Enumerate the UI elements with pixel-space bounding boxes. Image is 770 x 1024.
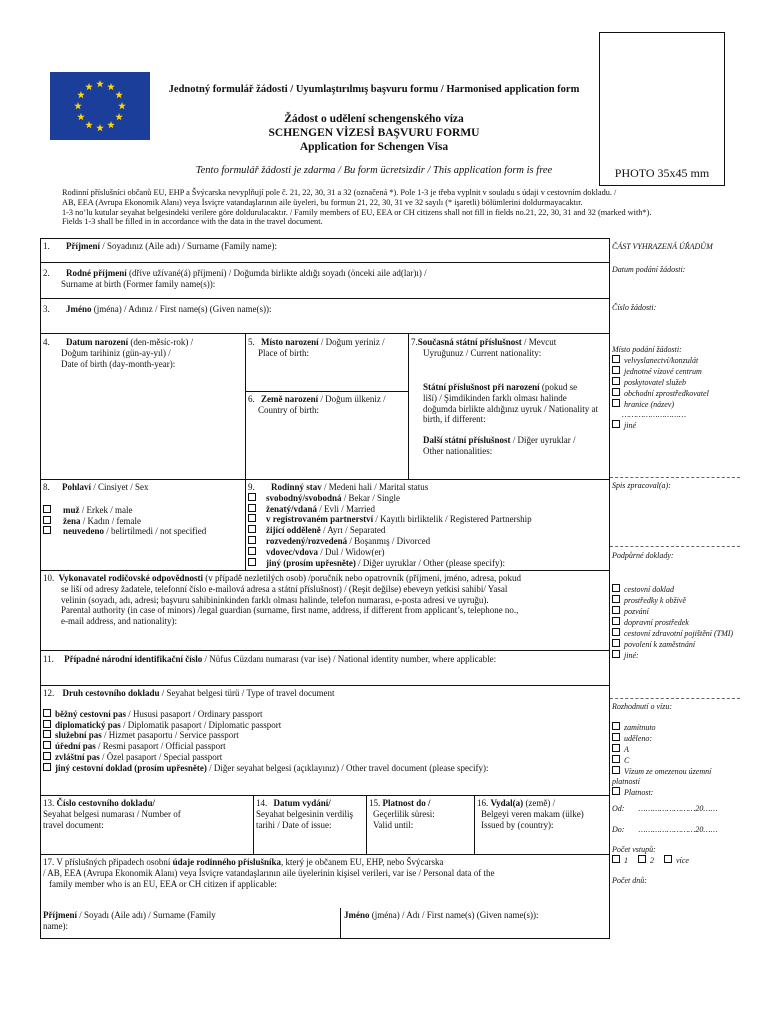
entries-option[interactable] (664, 856, 689, 865)
valid-to-label: Do: (612, 825, 625, 834)
option-bold: vdovec/vdova (266, 546, 319, 557)
sex-option-male[interactable] (43, 505, 243, 516)
sidebar-divider (610, 698, 740, 699)
field-label: name): (43, 920, 68, 931)
checkbox-icon[interactable] (612, 639, 620, 647)
field-number: 16. (477, 798, 489, 808)
field-label: (jména) / Adı / First name(s) (Given name(s)): (369, 910, 539, 920)
field-label: / AB, EEA (Avrupa Ekonomik Alanı) veya İsviçre vatandaşlarının aile üyelerinin kişisel verileri, var ise / Personal data of the (43, 867, 495, 878)
option-label: / Boşanmış / Divorced (347, 535, 431, 546)
option-bold: svobodný/svobodná (266, 492, 342, 503)
field-marital-status (248, 482, 606, 568)
doc-option[interactable] (612, 639, 744, 650)
document-type-option[interactable] (43, 763, 607, 774)
entries-label: Počet vstupů: (612, 845, 656, 854)
intro-note-line: Fields 1-3 shall be filled in in accordance with the data in the travel document. (62, 217, 323, 227)
option-label: obchodní zprostředkovatel (624, 389, 709, 398)
document-type-option[interactable] (43, 709, 607, 720)
intro-note-line: 1-3 no’lu kutular seyahat belgesindeki verilere göre doldurulacaktır. / Family members of EU, EEA or CH citizens shall not fill in fields no.21, 22, 30, 31 and 32 (marked with*). (62, 207, 652, 217)
field-number: 4. (43, 337, 50, 347)
grid-line (40, 938, 610, 939)
photo-box[interactable] (599, 32, 725, 186)
doc-option[interactable] (612, 650, 744, 661)
option-label: velvyslanectví/konzulát (624, 356, 699, 365)
checkbox-icon[interactable] (612, 733, 620, 741)
checkbox-icon[interactable] (43, 505, 51, 513)
decision-option[interactable] (612, 766, 740, 787)
decision-option[interactable] (612, 787, 744, 798)
field-label: birth, if different: (423, 414, 486, 425)
field-label: (dříve užívané(á) příjmení) / Doğumda birlikte aldığı soyadı (önceki aile ad(lar)ı) / (126, 268, 427, 278)
grid-line (340, 908, 341, 938)
checkbox-icon[interactable] (612, 722, 620, 730)
field-label-bold: Číslo cestovního dokladu/ (56, 798, 156, 808)
checkbox-icon[interactable] (612, 855, 620, 863)
field-label: Date of birth (day-month-year): (61, 358, 176, 369)
decision-option[interactable] (612, 733, 744, 744)
field-label-bold: Státní příslušnost při narození (423, 382, 540, 392)
field-label: tarihi / Date of issue: (256, 819, 332, 830)
sidebar-divider (610, 546, 740, 547)
field-label-bold: Vykonavatel rodičovské odpovědnosti (58, 573, 204, 583)
option-bold: ženatý/vdaná (266, 503, 318, 514)
field-sex (43, 482, 243, 537)
visa-decision-section (612, 722, 744, 798)
field-parental-authority[interactable] (43, 573, 607, 627)
valid-to-dots: ……………………20…… (638, 825, 718, 834)
reserved-section-title: ČÁST VYHRAZENÁ ÚŘADŮM (612, 242, 713, 251)
checkbox-icon[interactable] (612, 595, 620, 603)
document-type-option[interactable] (43, 741, 607, 752)
option-label: / Hizmet pasaportu / Service passport (101, 730, 239, 741)
option-bold: v registrovaném partnerství (266, 514, 374, 525)
field-number: 13. (43, 798, 55, 808)
eu-stars-icon (50, 72, 150, 140)
eu-flag-logo (50, 72, 150, 140)
option-bold: žijící odděleně (266, 525, 321, 536)
checkbox-icon[interactable] (43, 730, 51, 738)
checkbox-icon[interactable] (43, 709, 51, 717)
grid-line (40, 238, 41, 938)
field-number: 14. (256, 798, 268, 808)
field-number: 11. (43, 654, 54, 664)
checkbox-icon[interactable] (612, 399, 620, 407)
field-label: Seyahat belgesinin verdiliş (256, 808, 353, 819)
option-label: dopravní prostředek (624, 618, 689, 627)
option-label: hranice (název) (624, 400, 674, 409)
checkbox-icon[interactable] (612, 650, 620, 658)
checkbox-icon[interactable] (612, 388, 620, 396)
option-label: cestovní doklad (624, 585, 674, 594)
free-notice: Tento formulář žádosti je zdarma / Bu form ücretsizdir / This application form is free (195, 165, 553, 176)
field-number: 17. (43, 857, 55, 867)
grid-line (366, 795, 367, 854)
field-label: (pokud se (539, 382, 578, 392)
checkbox-icon[interactable] (43, 720, 51, 728)
field-label-bold: Další státní příslušnost (423, 435, 511, 445)
marital-option[interactable] (248, 558, 606, 569)
option-label: cestovní zdravotní pojištění (TMI) (624, 629, 734, 638)
field-label-bold: Pohlaví (62, 482, 92, 492)
grid-line (40, 262, 610, 263)
marital-option[interactable] (248, 525, 606, 536)
field-label: Doğum tarihiniz (gün-ay-yıl) / (61, 347, 171, 358)
field-family-member-surname[interactable] (43, 910, 337, 932)
option-label: prostředky k obživě (624, 596, 686, 605)
field-label: e-mail address, and nationality): (61, 616, 177, 627)
field-label: liší) / Şimdikinden farklı olması halinde (423, 392, 567, 403)
field-label: / Doğum yeriniz / (318, 337, 385, 347)
decision-option[interactable] (612, 755, 744, 766)
field-label: / Mevcut (521, 337, 557, 347)
checkbox-icon[interactable] (43, 763, 51, 771)
field-label: / Cinsiyet / Sex (91, 482, 149, 492)
title-cz: Žádost o udělení schengenského víza (284, 113, 464, 125)
field-label-bold: Rodné příjmení (66, 268, 127, 278)
option-label: 2 (650, 856, 654, 865)
checkbox-icon[interactable] (248, 547, 256, 555)
field-label: travel document: (43, 819, 104, 830)
field-label: family member who is an EU, EEA or CH citizen if applicable: (49, 878, 277, 889)
checkbox-icon[interactable] (612, 628, 620, 636)
field-number: 2. (43, 268, 50, 278)
field-number: 8. (43, 482, 50, 492)
field-label: Geçerlilik süresi: (373, 808, 435, 819)
checkbox-icon[interactable] (248, 558, 256, 566)
field-label: Parental authority (in case of minors) /legal guardian (surname, first name, address, if different from applicant’s, telephone no., (61, 605, 519, 616)
option-label: C (624, 756, 630, 765)
checkbox-icon[interactable] (43, 741, 51, 749)
field-surname[interactable] (43, 241, 603, 252)
option-label: / Diplomatik pasaport / Diplomatic passport (120, 719, 282, 730)
checkbox-icon[interactable] (248, 525, 256, 533)
checkbox-icon[interactable] (612, 617, 620, 625)
field-label-bold: Druh cestovního dokladu (62, 688, 160, 698)
field-label: / Soyadı (Aile adı) / Surname (Family (77, 910, 216, 920)
entries-section (612, 845, 744, 866)
option-label: / Evli / Married (317, 503, 376, 514)
date-submitted-label: Datum podání žádosti: (612, 265, 686, 274)
field-label: se liší od adresy žadatele, telefonní číslo e-mailová adresa a státní příslušnost) / (Reşit değilse) ebeveyn yetkisi sahibi/ Yasal (61, 583, 508, 594)
option-bold: úřední pas (55, 741, 96, 752)
doc-option[interactable] (612, 617, 744, 628)
option-bold: rozvedený/rozvedená (266, 535, 348, 546)
field-label: / Soyadınız (Aile adı) / Surname (Family name): (100, 241, 277, 251)
option-label: / Hususi pasaport / Ordinary passport (126, 708, 263, 719)
checkbox-icon[interactable] (43, 752, 51, 760)
field-label: Issued by (country): (481, 819, 554, 830)
grid-line (253, 795, 254, 854)
option-label: / Dul / Widow(er) (318, 546, 385, 557)
grid-line (408, 333, 409, 479)
doc-option[interactable] (612, 584, 744, 595)
option-bold: neuvedeno (63, 526, 105, 537)
field-number: 10. (43, 573, 55, 583)
option-label: / Kadın / female (80, 515, 141, 526)
option-bold: běžný cestovní pas (55, 708, 127, 719)
field-label: / Doğum ülkeniz / (318, 394, 386, 404)
field-label: Other nationalities: (423, 445, 493, 456)
marital-option[interactable] (248, 536, 606, 547)
field-first-name[interactable] (43, 304, 603, 315)
option-label: / Ayrı / Separated (320, 525, 386, 536)
checkbox-icon[interactable] (612, 606, 620, 614)
field-document-number[interactable] (43, 798, 249, 830)
marital-option[interactable] (248, 504, 606, 515)
grid-line (40, 854, 610, 855)
field-number: 5. (248, 337, 255, 347)
marital-option[interactable] (248, 493, 606, 504)
place-option[interactable] (612, 399, 744, 410)
checkbox-icon[interactable] (612, 355, 620, 363)
grid-line (245, 479, 246, 570)
option-label: Platnost: (624, 788, 654, 797)
grid-line (609, 238, 610, 938)
field-label-bold: Země narození (261, 394, 319, 404)
grid-line (40, 479, 610, 480)
field-nationality-at-birth[interactable] (423, 382, 609, 425)
doc-option[interactable] (612, 595, 744, 606)
option-bold: jiný cestovní doklad (prosím upřesněte) (55, 762, 207, 773)
intro-note (62, 188, 742, 227)
field-label: / Seyahat belgesi türü / Type of travel document (159, 688, 335, 698)
field-label: (v případě nezletilých osob) /poručník nebo opatrovník (příjmení, jméno, adresa, pokud (203, 573, 521, 583)
field-number: 7. (411, 337, 418, 347)
field-label: Seyahat belgesi numarası / Number of (43, 808, 181, 819)
option-bold: diplomatický pas (55, 719, 121, 730)
checkbox-icon[interactable] (612, 366, 620, 374)
place-submitted-label: Místo podání žádosti: (612, 345, 682, 354)
field-label-bold: Datum vydání/ (273, 798, 331, 808)
checkbox-icon[interactable] (43, 516, 51, 524)
field-label: V příslušných případech osobní (54, 857, 173, 867)
option-label: / Diğer seyahat belgesi (açıklayınız) / Other travel document (please specify): (206, 762, 489, 773)
option-label: / Erkek / male (79, 504, 133, 515)
field-label-bold: Vydal(a) (490, 798, 524, 808)
option-label: jednotné vízové centrum (624, 367, 702, 376)
option-label: Vízum ze omezenou územní platností (612, 767, 712, 786)
document-type-option[interactable] (43, 720, 607, 731)
field-label: / Medeni hali / Marital status (321, 482, 429, 492)
field-label-bold: Datum narození (66, 337, 129, 347)
field-label-bold: Jméno (66, 304, 92, 314)
field-number: 12. (43, 688, 55, 698)
grid-line (245, 333, 246, 479)
field-label: doğumda birlikte aldığınız uyruk / Nationality at (423, 403, 598, 414)
field-other-nationalities[interactable] (423, 435, 609, 457)
valid-from-dots: ……………………20…… (638, 804, 718, 813)
checkbox-icon[interactable] (612, 766, 620, 774)
field-national-id[interactable] (43, 654, 607, 665)
entries-option[interactable] (638, 856, 654, 865)
supporting-docs-label: Podpůrné doklady: (612, 551, 674, 560)
option-label: 1 (624, 856, 628, 865)
field-label-bold: Místo narození (261, 337, 319, 347)
field-number: 1. (43, 241, 50, 251)
checkbox-icon[interactable] (664, 855, 672, 863)
field-family-member-first-name[interactable] (344, 910, 606, 921)
grid-line (40, 570, 610, 571)
option-label: / Özel pasaport / Special passport (99, 751, 223, 762)
sex-option-female[interactable] (43, 516, 243, 527)
checkbox-icon[interactable] (612, 787, 620, 795)
checkbox-icon[interactable] (612, 584, 620, 592)
grid-line (474, 795, 475, 854)
field-label: Place of birth: (258, 347, 309, 358)
checkbox-icon[interactable] (612, 377, 620, 385)
supporting-docs-section (612, 584, 744, 661)
checkbox-icon[interactable] (638, 855, 646, 863)
marital-option[interactable] (248, 514, 606, 525)
place-option[interactable] (612, 377, 744, 388)
option-bold: zvláštní pas (55, 751, 100, 762)
decision-option[interactable] (612, 744, 744, 755)
grid-line (40, 685, 610, 686)
field-number: 3. (43, 304, 50, 314)
place-dots: ……………………… (622, 410, 687, 419)
marital-option[interactable] (248, 547, 606, 558)
sidebar-divider (610, 477, 740, 478)
option-label: / belirtilmedi / not specified (104, 526, 207, 537)
option-label: / Kayıtlı birliktelik / Registered Partnership (373, 514, 532, 525)
field-number: 6. (248, 394, 255, 404)
grid-line (40, 650, 610, 651)
field-label: Valid until: (373, 819, 414, 830)
checkbox-icon[interactable] (612, 744, 620, 752)
valid-from-label: Od: (612, 804, 625, 813)
field-label: velinin (soyadı, adı, adresi; başvuru sahibininkinden farklı olması halinde, telefon numarası, e-posta adresi ve uyruğu). (61, 594, 489, 605)
option-bold: muž (63, 504, 80, 515)
field-place-of-birth[interactable] (248, 337, 406, 359)
option-label: zamítnuto (624, 723, 656, 732)
application-number-label: Číslo žádosti: (612, 303, 657, 312)
place-option[interactable] (612, 420, 744, 431)
checkbox-icon[interactable] (612, 755, 620, 763)
checkbox-icon[interactable] (43, 526, 51, 534)
field-label: / Nüfus Cüzdanı numarası (var ise) / National identity number, where applicable: (202, 654, 497, 664)
place-submitted-section (612, 345, 744, 431)
field-date-of-birth[interactable] (43, 337, 243, 369)
checkbox-icon[interactable] (248, 504, 256, 512)
field-label-bold: Jméno (344, 910, 370, 920)
grid-line (40, 298, 610, 299)
option-label: více (676, 856, 689, 865)
photo-label: PHOTO 35x45 mm (614, 165, 710, 180)
intro-note-line: Rodinní příslušníci občanů EU, EHP a Švýcarska nevyplňují pole č. 21, 22, 30, 31 a 32 (označená *). Pole 1-3 je třeba vyplnit v souladu s údaji v cestovním dokladu. / (62, 188, 617, 197)
field-label-bold: Příjmení (66, 241, 100, 251)
file-handled-label: Spis zpracoval(a): (612, 481, 671, 490)
option-label: uděleno: (624, 734, 652, 743)
field-label: Country of birth: (258, 404, 319, 415)
field-number: 9. (248, 482, 255, 492)
title-en: Application for Schengen Visa (299, 141, 449, 154)
field-label-bold: Případné národní identifikační číslo (64, 654, 203, 664)
field-label: , který je občanem EU, EHP, nebo Švýcarska (281, 857, 444, 867)
field-label: (země) / (523, 798, 556, 808)
form-title-block (154, 112, 594, 154)
field-country-of-birth[interactable] (248, 394, 406, 416)
field-valid-until[interactable] (369, 798, 472, 830)
option-label: povolení k zaměstnání (624, 640, 696, 649)
field-label-bold: Rodinný stav (271, 482, 322, 492)
field-label-bold: údaje rodinného příslušníka (172, 857, 282, 867)
option-label: / Diğer uyruklar / Other (please specify): (355, 557, 506, 568)
sex-option-not-specified[interactable] (43, 526, 243, 537)
field-label-bold: Platnost do / (382, 798, 431, 808)
grid-line (40, 238, 610, 239)
field-issued-by[interactable] (477, 798, 607, 830)
place-option[interactable] (612, 388, 744, 399)
field-label: Surname at birth (Former family name(s)): (61, 278, 216, 289)
days-label: Počet dnů: (612, 876, 647, 885)
intro-note-line: AB, EEA (Avrupa Ekonomik Alanı) veya İsviçre vatandaşlarının aile üyeleri, bu formun 21, 22, 30, 31 ve 32 sayılı (* işaretli) bölümlerini doldurmayacaktır. (62, 197, 583, 207)
option-label: jiné (624, 421, 636, 430)
checkbox-icon[interactable] (612, 420, 620, 428)
document-type-option[interactable] (43, 730, 607, 741)
field-label: Belgeyi veren makam (ülke) (481, 808, 584, 819)
checkbox-icon[interactable] (248, 493, 256, 501)
place-option[interactable] (612, 366, 744, 377)
field-number: 15. (369, 798, 381, 808)
field-travel-document-type (43, 688, 607, 774)
place-option[interactable] (612, 355, 744, 366)
field-date-of-issue[interactable] (256, 798, 364, 830)
option-label: / Resmi pasaport / Official passport (95, 741, 226, 752)
document-type-option[interactable] (43, 752, 607, 763)
field-label-bold: Současná státní příslušnost (417, 337, 522, 347)
checkbox-icon[interactable] (248, 514, 256, 522)
option-bold: jiný (prosím upřesněte) (266, 557, 356, 568)
option-bold: služební pas (55, 730, 102, 741)
valid-to-row[interactable] (612, 825, 744, 835)
option-label: pozvání (624, 607, 649, 616)
field-family-member (43, 857, 607, 889)
visa-decision-label: Rozhodnutí o vízu: (612, 702, 672, 711)
grid-line (40, 333, 610, 334)
option-label: jiné: (624, 651, 639, 660)
field-label: (den-měsíc-rok) / (128, 337, 194, 347)
field-label: Uyruğunuz / Current nationality: (423, 347, 542, 358)
valid-from-row[interactable] (612, 804, 744, 814)
field-surname-at-birth[interactable] (43, 268, 603, 290)
option-label: A (624, 745, 629, 754)
field-label-bold: Příjmení (43, 910, 77, 920)
entries-option[interactable] (612, 856, 628, 865)
option-label: poskytovatel služeb (624, 378, 686, 387)
field-label: (jména) / Adınız / First name(s) (Given name(s)): (91, 304, 272, 314)
doc-option[interactable] (612, 606, 744, 617)
option-label: / Bekar / Single (341, 492, 401, 503)
field-label: / Diğer uyruklar / (510, 435, 576, 445)
checkbox-icon[interactable] (248, 536, 256, 544)
grid-line (246, 391, 408, 392)
form-title-line: Jednotný formulář žádosti / Uyumlaştırılmış başvuru formu / Harmonised application form (168, 84, 580, 95)
grid-line (40, 795, 610, 796)
doc-option[interactable] (612, 628, 740, 639)
title-tr: SCHENGEN VİZESİ BAŞVURU FORMU (268, 127, 480, 140)
decision-option[interactable] (612, 722, 744, 733)
field-nationality[interactable] (411, 337, 607, 359)
option-bold: žena (63, 515, 81, 526)
